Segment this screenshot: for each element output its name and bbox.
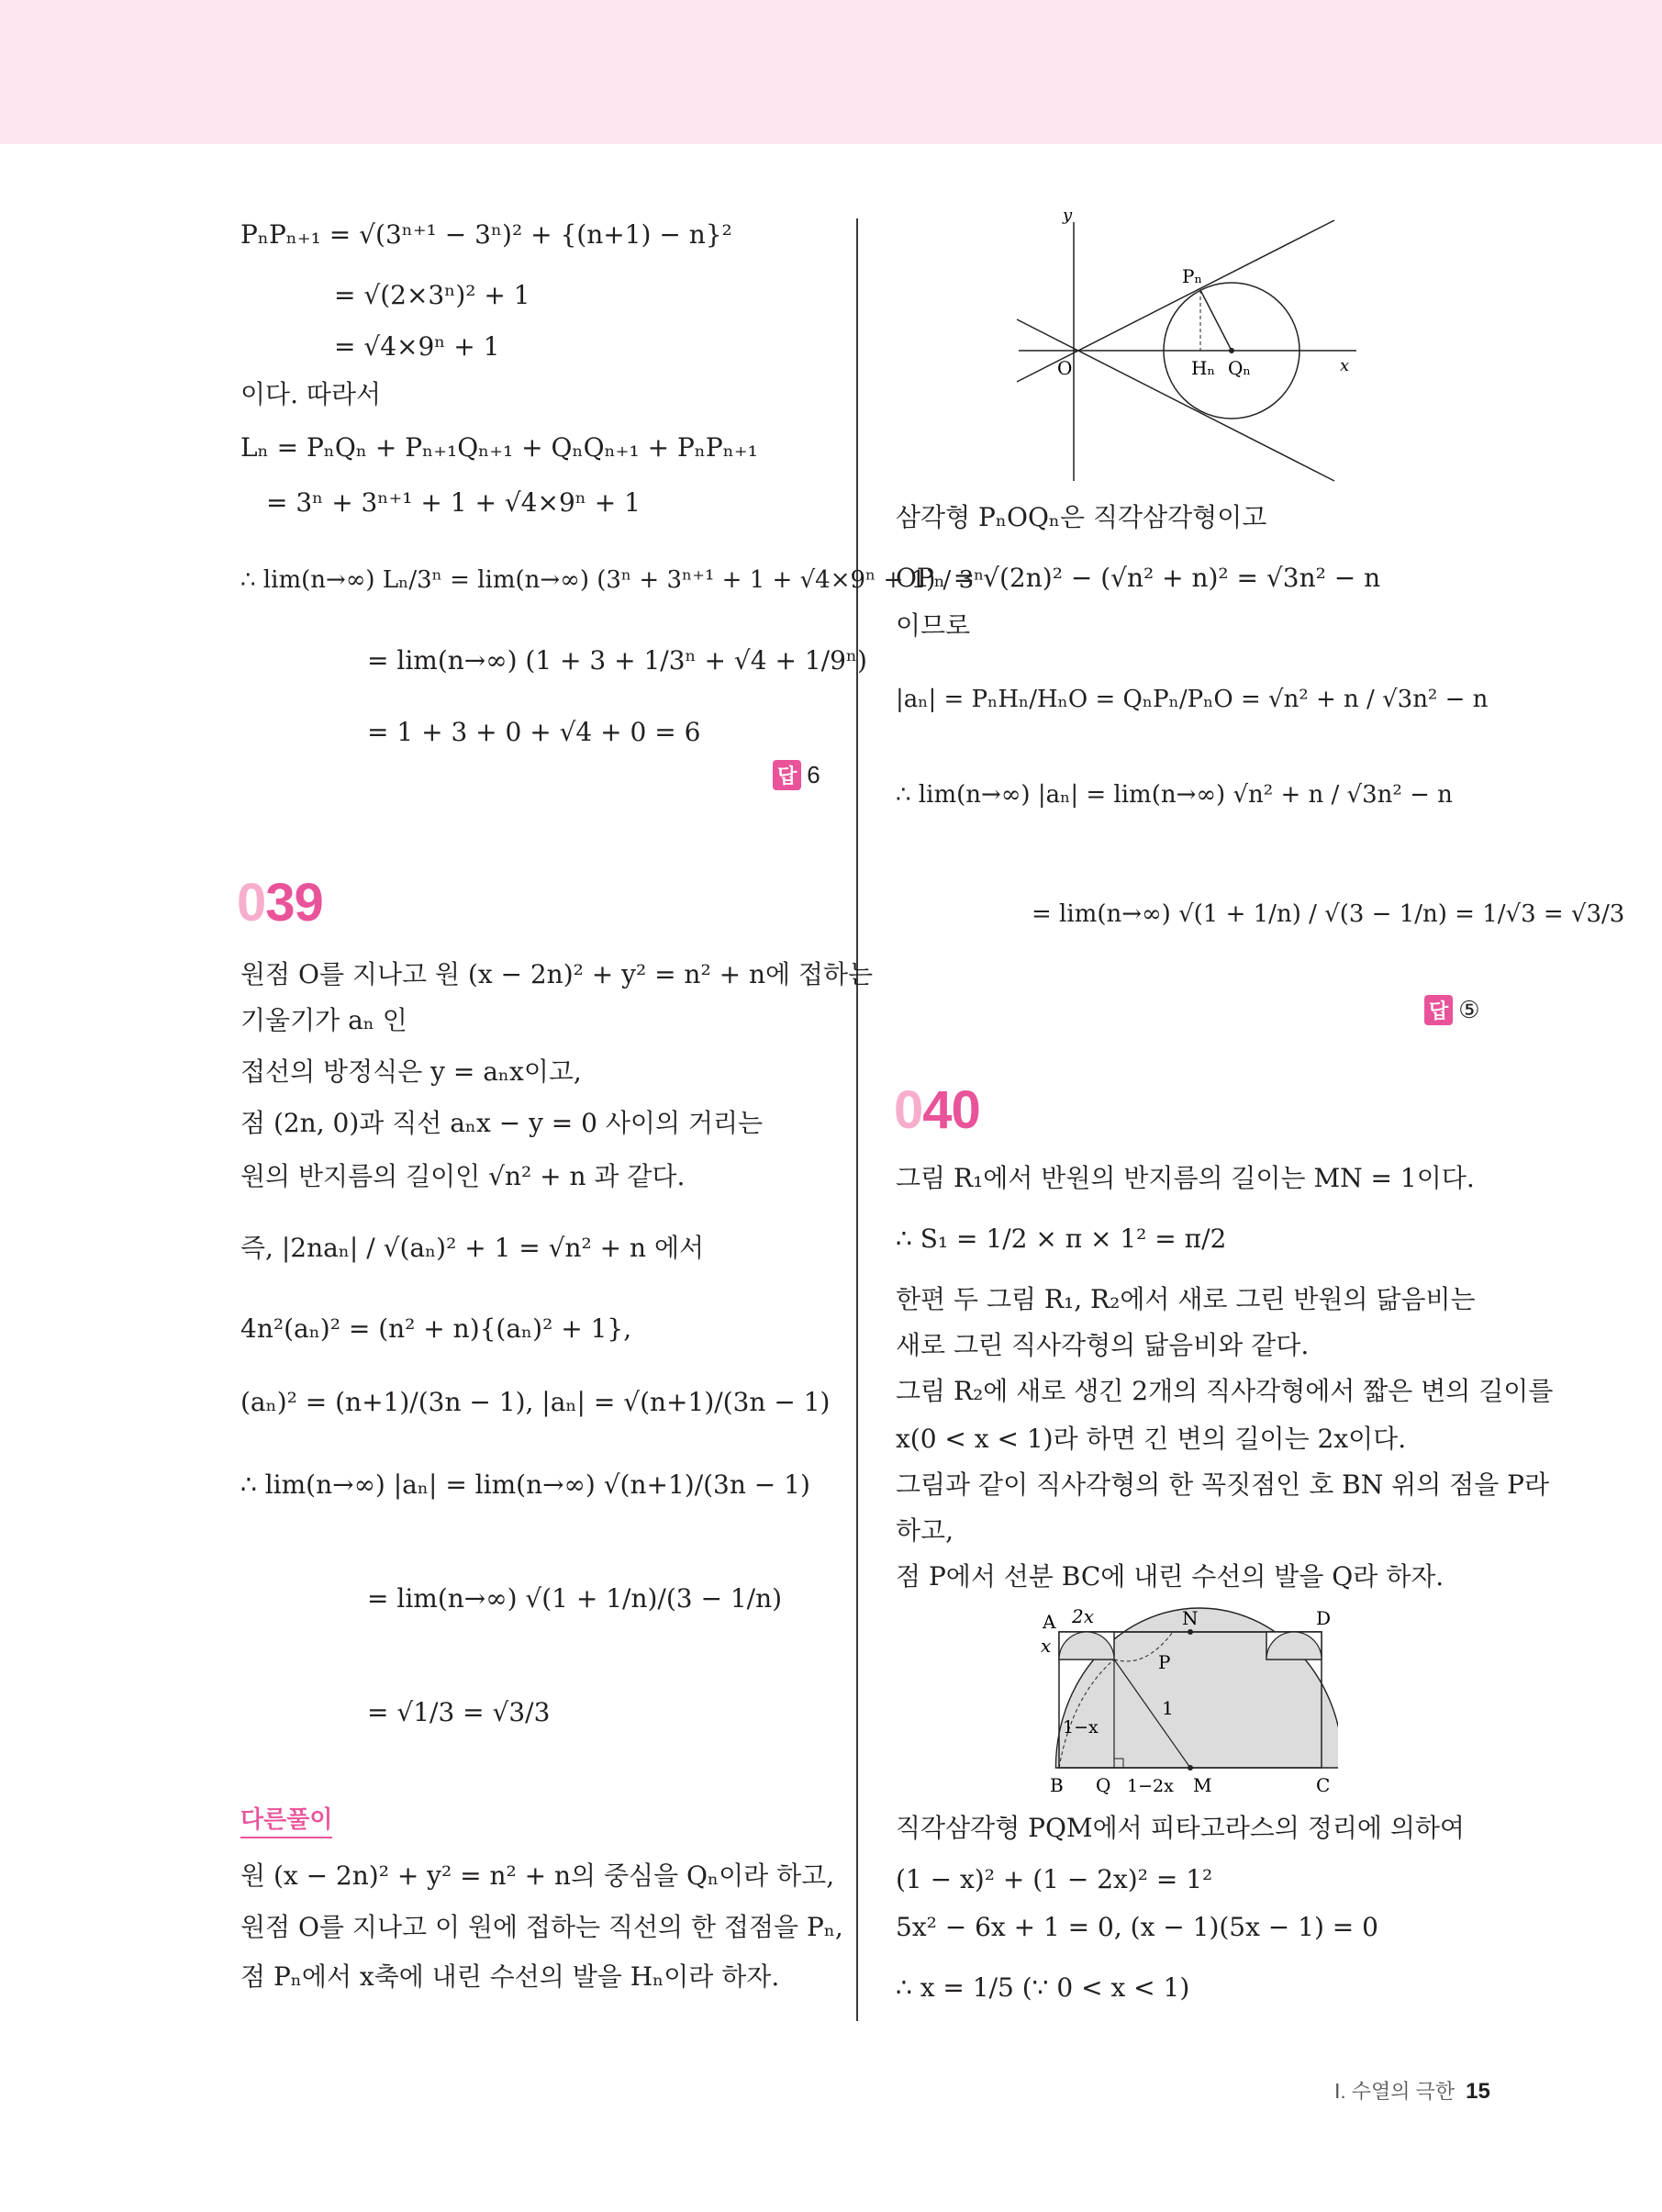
answer-038 (773, 760, 820, 790)
eq-step2: = √(2×3ⁿ)² + 1 (334, 280, 530, 310)
s-para-3: 한편 두 그림 R₁, R₂에서 새로 그린 반원의 닮음비는 (896, 1284, 1476, 1314)
eq-limit-abs-an-result: = lim(n→∞) √(1 + 1/n) / √(3 − 1/n) = 1/√3 = √3/3 (1032, 900, 1625, 928)
label-qn: Qₙ (1228, 357, 1252, 379)
answer-value: ⑤ (1458, 996, 1480, 1023)
s-para-9: 점 P에서 선분 BC에 내린 수선의 발을 Q라 하자. (896, 1561, 1444, 1592)
header-band (0, 0, 1662, 144)
problem-heading-039 (237, 872, 323, 933)
label-2x: 2x (1072, 1605, 1095, 1627)
label-1: 1 (1162, 1697, 1174, 1719)
tangent-line-lower (1017, 319, 1334, 481)
s-para-6: x(0 < x < 1)라 하면 긴 변의 길이는 2x이다. (896, 1424, 1407, 1454)
heading-number: 40 (922, 1080, 980, 1140)
alt-para-3: 점 Pₙ에서 x축에 내린 수선의 발을 Hₙ이라 하자. (240, 1961, 780, 1992)
heading-prefix: 0 (237, 873, 266, 933)
label-x: x (1041, 1635, 1052, 1657)
eq-pnpn1: PₙPₙ₊₁ = √(3ⁿ⁺¹ − 3ⁿ)² + {(n+1) − n}² (240, 219, 732, 250)
eq-opn: OPₙ = √(2n)² − (√n² + n)² = √3n² − n (896, 563, 1381, 593)
r-para-3: 이므로 (896, 610, 971, 641)
point-n (1188, 1629, 1193, 1635)
eq-limit-result: = 1 + 3 + 0 + √4 + 0 = 6 (367, 717, 701, 747)
answer-039 (1424, 995, 1480, 1025)
r-para-1: 삼각형 PₙOQₙ은 직각삼각형이고 (896, 502, 1267, 532)
label-p: P (1158, 1651, 1171, 1673)
eq-abs-an: |aₙ| = PₙHₙ/HₙO = QₙPₙ/PₙO = √n² + n / √3n² − n (896, 686, 1489, 713)
eq-limit-abs-an: ∴ lim(n→∞) |aₙ| = lim(n→∞) √n² + n / √3n² − n (896, 781, 1453, 809)
label-n: N (1182, 1607, 1199, 1629)
footer-section: Ⅰ. 수열의 극한 (1334, 2080, 1456, 2103)
label-1-minus-x: 1−x (1063, 1717, 1099, 1737)
para-2: 기울기가 aₙ 인 (240, 1005, 407, 1035)
point-m (1188, 1765, 1193, 1771)
eq-limit-ln: ∴ lim(n→∞) Lₙ/3ⁿ = lim(n→∞) (3ⁿ + 3ⁿ⁺¹ + 1 + √4×9ⁿ + 1) / 3ⁿ (240, 566, 985, 594)
page-footer (1334, 2076, 1490, 2105)
label-o: O (1057, 357, 1073, 379)
eq-limit-step: = lim(n→∞) (1 + 3 + 1/3ⁿ + √4 + 1/9ⁿ) (367, 645, 867, 676)
label-b: B (1050, 1774, 1064, 1796)
column-divider (856, 218, 858, 2021)
label-a: A (1043, 1611, 1056, 1633)
s-para-8: 하고, (896, 1515, 954, 1546)
eq-x-value: ∴ x = 1/5 (∵ 0 < x < 1) (896, 1972, 1190, 2003)
tangent-circle-figure (1009, 209, 1358, 485)
label-q: Q (1096, 1774, 1111, 1796)
eq-limit-an-step: = lim(n→∞) √(1 + 1/n)/(3 − 1/n) (367, 1583, 783, 1614)
eq-step3: = √4×9ⁿ + 1 (334, 331, 500, 362)
eq-limit-an: ∴ lim(n→∞) |aₙ| = lim(n→∞) √(n+1)/(3n − 1) (240, 1469, 810, 1500)
alt-para-1: 원 (x − 2n)² + y² = n² + n의 중심을 Qₙ이라 하고, (240, 1860, 835, 1891)
para-6: 즉, |2naₙ| / √(aₙ)² + 1 = √n² + n 에서 (240, 1233, 705, 1263)
eq-ln-value: = 3ⁿ + 3ⁿ⁺¹ + 1 + √4×9ⁿ + 1 (266, 487, 641, 518)
text-therefore: 이다. 따라서 (240, 379, 382, 409)
heading-number: 39 (265, 873, 323, 933)
eq-ln-def: Lₙ = PₙQₙ + Pₙ₊₁Qₙ₊₁ + QₙQₙ₊₁ + PₙPₙ₊₁ (240, 432, 758, 463)
label-x: x (1340, 356, 1350, 375)
answer-label: 답 (773, 760, 801, 790)
semicircle-rectangle-figure (1035, 1604, 1338, 1797)
label-d: D (1316, 1607, 1332, 1629)
para-3: 접선의 방정식은 y = aₙx이고, (240, 1056, 582, 1087)
eq-quadratic: 5x² − 6x + 1 = 0, (x − 1)(5x − 1) = 0 (896, 1912, 1378, 1942)
label-1-minus-2x: 1−2x (1127, 1776, 1174, 1796)
s-para-4: 새로 그린 직사각형의 닮음비와 같다. (896, 1330, 1310, 1360)
label-pn: Pₙ (1182, 265, 1203, 287)
problem-heading-040 (894, 1079, 980, 1141)
eq-squared: 4n²(aₙ)² = (n² + n){(aₙ)² + 1}, (240, 1313, 632, 1344)
alternative-solution-label: 다른풀이 (240, 1801, 332, 1838)
eq-an-squared: (aₙ)² = (n+1)/(3n − 1), |aₙ| = √(n+1)/(3n − 1) (240, 1387, 831, 1417)
alt-para-2: 원점 O를 지나고 이 원에 접하는 직선의 한 접점을 Pₙ, (240, 1912, 843, 1942)
s-para-5: 그림 R₂에 새로 생긴 2개의 직사각형에서 짧은 변의 길이를 (896, 1376, 1554, 1406)
page-number: 15 (1466, 2079, 1490, 2104)
label-m: M (1193, 1774, 1212, 1796)
s-para-1: 그림 R₁에서 반원의 반지름의 길이는 MN = 1이다. (896, 1163, 1475, 1193)
para-5: 원의 반지름의 길이인 √n² + n 과 같다. (240, 1161, 686, 1191)
label-c: C (1316, 1774, 1331, 1796)
eq-limit-an-result: = √1/3 = √3/3 (367, 1697, 551, 1727)
para-1: 원점 O를 지나고 원 (x − 2n)² + y² = n² + n에 접하는 (240, 959, 874, 989)
answer-value: 6 (807, 761, 820, 788)
t-para-1: 직각삼각형 PQM에서 피타고라스의 정리에 의하여 (896, 1813, 1465, 1843)
eq-pythagoras: (1 − x)² + (1 − 2x)² = 1² (896, 1864, 1213, 1894)
radius-pq (1200, 290, 1232, 351)
point-q (1229, 348, 1234, 353)
label-hn: Hₙ (1191, 357, 1216, 379)
label-y: y (1063, 209, 1073, 225)
eq-s1: ∴ S₁ = 1/2 × π × 1² = π/2 (896, 1223, 1227, 1254)
heading-prefix: 0 (894, 1080, 923, 1140)
s-para-7: 그림과 같이 직사각형의 한 꼭짓점인 호 BN 위의 점을 P라 (896, 1469, 1550, 1500)
para-4: 점 (2n, 0)과 직선 aₙx − y = 0 사이의 거리는 (240, 1108, 764, 1138)
answer-label: 답 (1424, 995, 1453, 1025)
